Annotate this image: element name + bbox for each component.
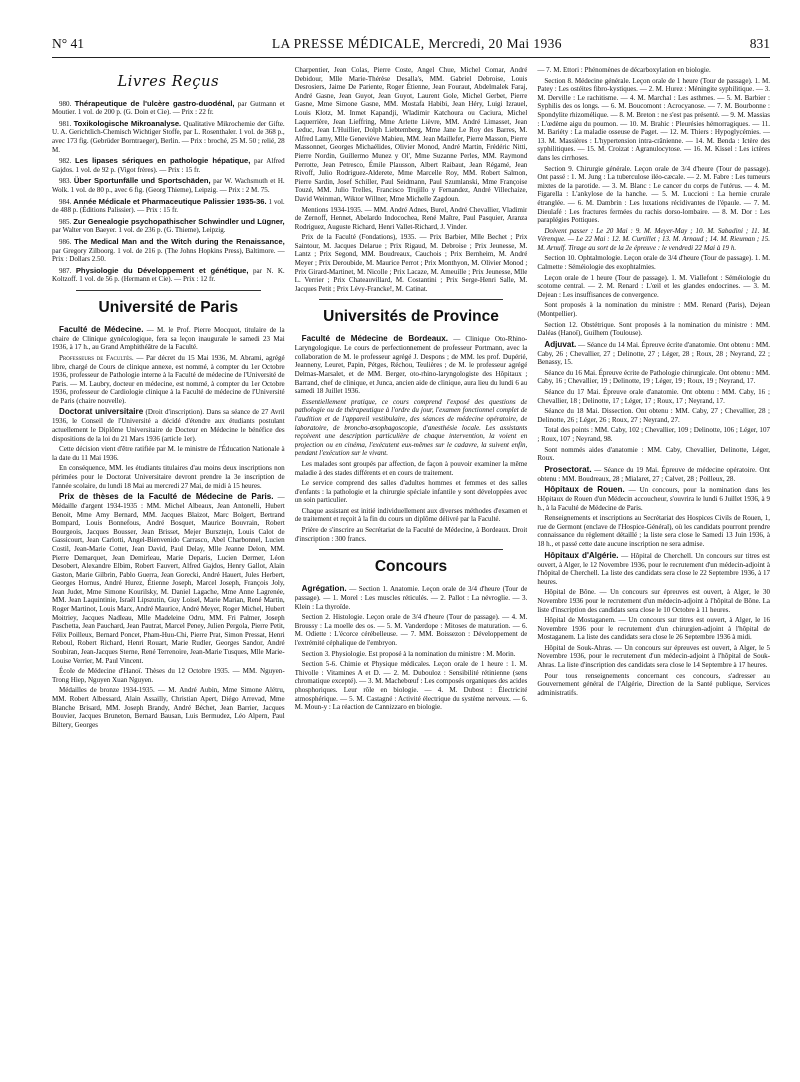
- paragraph: Sont nommés aides d'anatomie : MM. Caby, Chevallier, Delinotte, Léger, Roux.: [537, 445, 771, 463]
- paragraph: Doivent passer : Le 20 Mai : 9. M. Meyer-May ; 10. M. Sabadini ; 11. M. Vérenque. — Le 22 Mai : 12. M. Curtillet ; 13. M. Arnaud ; 14. M. Rieuman ; 15. M. Arnulf. Tirage au sort de la 2e épreuve : le vendredi 22 Mai à 19 h.: [537, 226, 771, 252]
- book-title: Über Sportunfälle und Sportschäden,: [73, 176, 211, 186]
- paragraph: Renseignements et inscriptions au Secrétariat des Hospices Civils de Rouen, 1, rue de Germont (enclave de l'Hospice-Général), où les candidats pourront prendre connaissance du règlement détaillé ; la liste sera close le Samedi 13 Juin 1936, à 18 h., et passé cette date aucune inscription ne sera admise.: [537, 514, 771, 549]
- paragraph: Séance du 16 Mai. Épreuve écrite de Pathologie chirurgicale. Ont obtenu : MM. Caby, 16 ; Chevallier, 19 ; Delinotte, 19 ; Léger, 19 ; Roux, 19 ; Neyrand, 17.: [537, 368, 771, 386]
- book-details: par W. Wachsmuth et H. Wolk. 1 vol. de 80 p., avec 6 fig. (Georg Thieme), Leipzig. — Prix : 2 M. 75.: [52, 177, 285, 195]
- paragraph: Prix de la Faculté (Fondations), 1935. — Prix Barbier, Mlle Bechet ; Prix Saintour, M. Jacques Delarue ; Prix Rigaud, M. Debroise ; Prix Jeunesse, M. Lantz ; Prix Segond, MM. Boudreaux, Cauchois ; Prix Bernheim, M. André Meyer ; Prix Deroubide, M. Maurice Perrot ; Prix Monthyon, M. Olivier Monod ; Prix Girard-Martinet, M. Nicolle ; Prix Lacaze, M. Ameuille ; Prix Jeunesse, Mlle L. Verrier ; Prix Chateauvillard, M. Costantini ; Prix Serge-Henri Salle, M. Jacques Petit ; Prix Lévy-Francke!, M. Catinat.: [294, 233, 528, 293]
- book-entry: [52, 176, 285, 194]
- book-details: par Gutmann et Moutier. 1 vol. de 200 p. (G. Doin et Cie). — Prix : 22 fr.: [52, 99, 285, 117]
- book-number: 987.: [59, 266, 72, 275]
- book-details: par Walter von Baeyer. 1 vol. de 236 p. (G. Thieme), Leipzig.: [52, 226, 226, 235]
- book-number: 983.: [59, 177, 72, 186]
- paragraph: Médailles de bronze 1934-1935. — M. André Aubin, Mme Simone Alétru, MM. Robert Albessard, Alain Assailly, Christian Apert, Diégo Arrevad, Mme Blanche Brisard, MM. Joseph Brandy, André Béchet, Jean Barrier, Jacques Bouvier, Jacques Bruneton, Bernard Bausan, Luis Bermudez, Léo Alpern, Paul Biltery, Georges: [52, 686, 285, 729]
- book-number: 985.: [59, 217, 72, 226]
- prix-theses-label: Prix de thèses de la Faculté de Médecine de Paris.: [59, 492, 274, 502]
- book-title: Année Médicale et Pharmaceutique Palissier 1935-36.: [73, 196, 267, 206]
- paragraph: — Hôpital de Cherchell. Un concours sur titres est ouvert, à Alger, le 12 Novembre 1936, pour le recrutement d'un médecin-adjoint à l'hôpital de Cherchell. La liste des candidats sera close le 22 Septembre 1936, à 17 heures.: [537, 551, 771, 586]
- paragraph: Le service comprend des salles d'adultes hommes et femmes et des salles d'enfants : la pathologie et la chirurgie spéciale infantile y sont développées avec un soin particulier.: [294, 479, 528, 505]
- paragraph: — Médaille d'argent 1934-1935 : MM. Michel Albeaux, Jean Antonelli, Hubert Benoit, Mme Amy Bernard, MM. Jacques Blaizot, Marc Bolgert, Bertrand Bompard, Louis Bonnefous, André Bosquet, Maurice Bouvrain, Robert Bourgeois, Jacques Bousser, Jean Brisset, Mejer Bursztejn, Louis Calot de Gassicourt, Jean Carlotti, Angel-Bienvenido Carrasco, Abel Charbonnel, Lucien Costil, Jean-Marie Cottet, Jean David, Paul Delay, Mlle Jeanne Delon, MM. Pierre Demarquet, Jean Demirleau, Marie Deparis, Lucien Dermer, Léon Desobert, Alexandre Elbim, Robert Fauvert, Alfred Gajdos, Henry Gallot, Alain Gaston, Marie Gilbrin, Pablo Guerra, Jean Gorecki, André Hauert, Jules Herbert, Georges Hornus, André Hurez, Étienne Joseph, Marcel Joseph, François Joly, Jean Judet, Mme Simone Kourilsky, M. Daniel Lagache, Mme Anne Lagrenée, MM. Jean Laquintinie, Israël Lipszutin, Guy Loisel, Marie Marian, René Martin, Roger Martinot, Louis Marx, André Maurice, André Meyer, Roger Michel, Hubert Moitriey, Jacques Nadleau, Mlle Madeleine Odru, MM. Fri Palmer, Joseph Paschetta, Jean Pauchard, Jean Pautrat, Marcel Peney, Julien Pergola, Pierre Petit, Félix Poilleux, Bernard Poncet, Pham-Huu-Chi, Pierre Prat, Simon Pressat, Henri Reboul, Robert Richard, Henri Rouart, Marie Rudler, Georges Sandor, André Soubiran, Jean-Jacques Sterne, René Terrenoire, Jean-Marie Tusques, Mlle Marie-Louise Verrier, M. Paul Vincent.: [52, 493, 285, 665]
- book-number: 980.: [59, 99, 72, 108]
- book-entry: [52, 119, 285, 154]
- paragraph: — Séance du 19 Mai. Épreuve de médecine opératoire. Ont obtenu : MM. Boudreaux, 28 ; Mialaret, 27 ; Calvet, 28 ; Poilleux, 28.: [537, 465, 771, 483]
- paragraph: Les malades sont groupés par affection, de façon à pouvoir examiner la même maladie à des stades différents et en cours de traitement.: [294, 459, 528, 477]
- universite-paris-heading: Université de Paris: [98, 298, 239, 316]
- book-entry: [52, 99, 285, 117]
- book-title: Les lipases sériques en pathologie hépatique,: [75, 156, 251, 166]
- book-entry: [52, 156, 285, 174]
- column-3: [537, 66, 770, 1076]
- paragraph: Séance du 18 Mai. Dissection. Ont obtenu : MM. Caby, 27 ; Chevallier, 28 ; Delinotte, 26 ; Léger, 26 ; Roux, 27 ; Neyrand, 27.: [537, 407, 771, 424]
- divider: [319, 299, 504, 300]
- paragraph: Prière de s'inscrire au Secrétariat de la Faculté de Médecine, à Bordeaux. Droit d'inscription : 300 francs.: [294, 526, 528, 543]
- agregation-label: Agrégation.: [301, 584, 347, 594]
- paragraph: Leçon orale de 1 heure (Tour de passage). 1. M. Viallefont : Séméiologie du scotome central. — 2. M. Renard : L'œil et les glandes endocrines. — 3. M. Dejean : Les insuffisances de convergence.: [537, 273, 771, 299]
- book-title: Zur Genealogie psychopathischer Schwindler und Lügner,: [73, 216, 285, 226]
- bordeaux-label: Faculté de Médecine de Bordeaux.: [301, 334, 449, 344]
- faculte-medecine-label: Faculté de Médecine.: [59, 324, 144, 334]
- paragraph: — Par décret du 15 Mai 1936, M. Abrami, agrégé libre, chargé de Cours de clinique annexe, est nommé, à compter du 1er Octobre 1936, professeur de Pathologie interne à la Faculté de médecine de l'Université de Paris. — M. Laubry, docteur en médecine, est nommé, à compter du 1er Octobre 1936, professeur de Cardiologie clinique à la Faculté de médecine de l'Université de Paris (chaire nouvelle).: [52, 353, 285, 405]
- hopitaux-algerie-label: Hôpitaux d'Algérie.: [544, 550, 619, 560]
- paragraph: Section 12. Obstétrique. Sont proposés à la nomination du ministre : MM. Daléas (Hanoï), Guilhem (Toulouse).: [537, 320, 771, 338]
- paragraph: Section 8. Médecine générale. Leçon orale de 1 heure (Tour de passage). 1. M. Patey : Les ostéites fibro-kystiques. — 2. M. Hurez : Méningite syphilitique. — 3. M. Derville : Le rachitisme. — 4. M. Marchal : Les asthmes. — 5. M. Barbier : Syphilis des os longs. — 6. M. Boucomont : Acrocyanose. — 7. M. Bourbonne : Spondylite rhizomélique. — 8. M. Breton : ne s'est pas présenté. — 9. M. Massias : L'œdème aigu du poumon. — 10. M. Brahic : Pleurésies hémorragiques. — 11. M. Bariéty : La maladie osseuse de Paget. — 12. M. Thiers : Hypoglycémies. — 13. M. Massières : L'hypertension intra-crânienne. — 14. M. Benda : Ictère des syphilitiques. — 15. M. Croizat : Agranulocytose. — 16. M. Kissel : Les ictères dans les cirrhoses.: [537, 76, 771, 162]
- book-number: 981.: [59, 119, 72, 128]
- paragraph: Sont proposés à la nomination du ministre : MM. Renard (Paris), Dejean (Montpellier).: [537, 301, 771, 319]
- paragraph: Section 10. Ophtalmologie. Leçon orale de 3/4 d'heure (Tour de passage). 1. M. Calmette : Séméiologie des exophtalmies.: [537, 254, 771, 272]
- book-number: 984.: [59, 197, 72, 206]
- paragraph: École de Médecine d'Hanoï. Thèses du 12 Octobre 1935. — MM. Nguyen-Trong Hiep, Nguyen Xuan Nguyen.: [52, 667, 285, 684]
- universites-province-heading: Universités de Province: [323, 308, 499, 326]
- book-list: [52, 99, 285, 284]
- divider: [319, 549, 504, 550]
- paragraph: Hôpital de Mostaganem. — Un concours sur titres est ouvert, à Alger, le 16 Novembre 1936 pour le recrutement d'un chirurgien-adjoint à l'hôpital de Mostaganem. La liste des candidats sera close le 26 Septembre 1936 à midi.: [537, 616, 771, 642]
- paragraph: Cette décision vient d'être ratifiée par M. le ministre de l'Éducation Nationale à la date du 11 Mai 1936.: [52, 445, 285, 462]
- livres-recus-heading: Livres Reçus: [117, 74, 220, 90]
- paragraph: Essentiellement pratique, ce cours comprend l'exposé des questions de pathologie ou de thérapeutique à l'ordre du jour, l'examen fonctionnel complet de l'audition et de l'appareil vestibulaire, des séances de médecine opératoire, de laboratoire, de broncho-œsophagoscopie, d'anesthésie locale. Les assistants reçoivent une description particulière de chaque intervention, la voient en projection ou en cinéma, l'exécutent eux-mêmes sur le cadavre, la suivent enfin, pendant l'exécution sur le vivant.: [294, 397, 528, 458]
- adjuvat-label: Adjuvat.: [544, 339, 577, 349]
- book-number: 986.: [59, 238, 72, 246]
- concours-heading: Concours: [374, 558, 448, 576]
- book-title: Physiologie du Développement et génétique,: [75, 265, 249, 275]
- publication-title: LA PRESSE MÉDICALE, Mercredi, 20 Mai 1936: [271, 36, 562, 51]
- book-title: Toxikologische Mikroanalyse.: [73, 118, 182, 128]
- paragraph: Total des points : MM. Caby, 102 ; Chevallier, 109 ; Delinotte, 106 ; Léger, 107 ; Roux, 107 ; Neyrand, 98.: [537, 426, 771, 444]
- book-details: par Gregory Zilboorg. 1 vol. de 216 p. (The Johns Hopkins Press), Baltimore. — Prix : Dollars 2.50.: [52, 246, 285, 264]
- book-entry: [52, 237, 285, 264]
- professeurs-label: Professeurs de Facultés.: [59, 353, 134, 362]
- paragraph: En conséquence, MM. les étudiants titulaires d'au moins deux inscriptions non périmées pour le Doctorat Universitaire devront prendre la 3e inscription de l'année scolaire, du lundi 18 Mai au mercredi 27 Mai, de midi à 15 heures.: [52, 464, 285, 490]
- book-details: par Alfred Gajdos. 1 vol. de 92 p. (Vigot frères). — Prix : 15 fr.: [52, 157, 285, 174]
- page-number: 831: [749, 36, 770, 51]
- paragraph: — Clinique Oto-Rhino-Laryngologique. Le cours de perfectionnement de professeur Portmann, avec la collaboration de M. le professeur agrégé J. Despons ; de MM. les prof. Dupérié, Jeanneny, Leuret, Papin, Pétges, Réchou, Teulières ; de M. le professeur agrégé Delmas-Marsalet, et de MM. Berger, oto-rhino-laryngologiste des Hôpitaux ; Barrand, chef de clinique, et Junca, ancien aide de clinique, aura lieu du lundi 6 au samedi 18 Juillet 1936.: [294, 335, 528, 396]
- paragraph: Séance du 17 Mai. Épreuve orale d'anatomie. Ont obtenu : MM. Caby, 16 ; Chevallier, 18 ; Delinotte, 17 ; Léger, 17 ; Roux, 17 ; Neyrand, 17.: [537, 388, 771, 405]
- paragraph: Chaque assistant est initié individuellement aux diverses méthodes d'examen et de traitement et reçoit à la fin du cours un diplôme délivré par la Faculté.: [294, 506, 528, 524]
- doctorat-label: Doctorat universitaire: [59, 407, 144, 417]
- paragraph: — M. le Prof. Pierre Mocquot, titulaire de la chaire de Clinique gynécologique, fera sa leçon inaugurale le samedi 23 Mai 1936, à 17 h., au Grand Amphithéâtre de la Faculté.: [52, 325, 285, 352]
- paragraph: Hôpital de Bône. — Un concours sur épreuves est ouvert, à Alger, le 30 Novembre 1936 pour le recrutement d'un médecin-adjoint à l'hôpital de Bône. La liste d'inscription des candidats sera close le 10 Octobre à 11 heures.: [537, 588, 771, 614]
- paragraph: — Un concours, pour la nomination dans les Hôpitaux de Rouen d'un Médecin accoucheur, s'ouvrira le lundi 6 Juillet 1936, à 9 h., à la Faculté de Médecine de Paris.: [537, 486, 771, 512]
- paragraph: Charpentier, Jean Colas, Pierre Coste, Angel Chue, Michel Comar, André Debidour, Mlle Marie-Thérèse Desalla's, MM. Gabriel Debroise, Louis Desrosiers, Jaime De Pariente, Roger Étienne, Jean Fouraut, Abdelmalek Faraj, André Gasne, Jean Guyot, Jean Guyot, Laurent Gole, Michel Gerbet, Pierre Gasne, Mme Simone Gasne, MM. Mostafa Habibi, Jean Héry, Luigi Izrauel, Louis Klotz, M. Inmet Kapandji, Wladimir Katchoura ou Caciura, Michel Laquerrière, Jean Lieffring, Mme Arlette Lièvre, MM. André Limasset, Jean Leduc, Jean L'Huillier, Dolph Liebtemberg, Mme Jane Le Roy des Barres, M. Alfred Lamy, Mlle Geneviève Mabieu, MM. Jean Maillefer, Pierre Masson, Pierre Massonnet, Georges Michaélides, Olivier Monod, André Martin, Frédéric Nitti, Pierre Nordin, Guillermo Munez y Ol', Mme Suzanne Perles, MM. Raymond Perrotte, Jean Petresco, Émile Plausson, Albert Raibaut, Jean Régamé, Jean Rivoff, Julio Rodriguez-Alderete, Mme Marcelle Roy, MM. Robert Salmon, Pierre Sardin, Josef Schiller, Paul Seidmann, Paul Szumlanski, Mme Françoise Touzé, MM. Julio Trelles, Francisco Trujillo y Fernandez, André Villechaize, David Weinman, Wiktor Willner, Mme Michelle Zagdoun.: [294, 66, 528, 203]
- book-entry: [52, 266, 285, 284]
- book-title: The Medical Man and the Witch during the Renaissance,: [74, 237, 285, 246]
- page-header: [52, 36, 770, 58]
- paragraph: Section 3. Physiologie. Est proposé à la nomination du ministre : M. Morin.: [301, 649, 516, 658]
- paragraph: — Séance du 14 Mai. Épreuve écrite d'anatomie. Ont obtenu : MM. Caby, 26 ; Chevallier, 27 ; Delinotte, 27 ; Léger, 28 ; Roux, 28 ; Neyrand, 22 ; Benassy, 15.: [537, 340, 771, 367]
- divider: [76, 290, 261, 291]
- book-entry: [52, 217, 285, 235]
- book-details: Qualitative Mikrochemie der Gifte. U. A. Gerichtlich-Chemisch Wichtiger Stoffe, par L. Rosenthaler. 1 vol. de 368 p., avec 173 fig. (Gebrüder Borntraeger), Berlin. — Prix : broché, 25 M. 50 ; relié, 28 M.: [52, 119, 285, 154]
- hopitaux-rouen-label: Hôpitaux de Rouen.: [544, 485, 625, 495]
- paragraph: Hôpital de Souk-Ahras. — Un concours sur épreuves est ouvert, à Alger, le 5 Novembre 1936, pour le recrutement d'un médecin-adjoint à l'hôpital de Souk-Ahras. La liste d'inscription des candidats sera close le 14 Septembre à 17 heures.: [537, 643, 771, 670]
- paragraph: Section 9. Chirurgie générale. Leçon orale de 3/4 d'heure (Tour de passage). Ont passé : 1. M. Jung : La tuberculose iléo-cæcale. — 2. M. Fabre : Les tumeurs mixtes de la parotide. — 3. M. Blanc : Le cancer du corps de l'utérus. — 4. M. Figarella : L'ankylose de la hanche. — 5. M. Luccioni : La hernie crurale étranglée. — 6. M. Dambrin : Les luxations récidivantes de l'épaule. — 7. M. Dieulafé : Les fractures fermées du rachis dorso-lombaire. — 8. M. Dor : Les paraplégies Pottiques.: [537, 164, 771, 225]
- issue-number: N° 41: [52, 36, 85, 51]
- book-entry: [52, 197, 285, 215]
- column-2: [295, 66, 528, 1076]
- paragraph: Mentions 1934-1935. — MM. André Adnes, Burel, André Chevallier, Vladimir de Zernoff, Hennet, Abelardo Indocochea, René Maître, Paul Pasquier, Aranza Rodriguez, Auguste Richard, Henri Vallet-Richard, J. Vinder.: [294, 205, 528, 231]
- paragraph: Section 5-6. Chimie et Physique médicales. Leçon orale de 1 heure : 1. M. Thivolle : Vitamines A et D. — 2. M. Dubouloz : Sensibilité rétinienne (sens chromatique excepté). — 3. M. Machebœuf : Les composés organiques des acides phosphoriques. Leur rôle en biologie. — 4. M. Dubost : Électricité atmosphérique. — 5. M. Castagné : Activité électrique du système nerveux. — 6. M. Moun-y : La réaction de Cannizzaro en biologie.: [294, 660, 528, 712]
- paragraph: — 7. M. Ettori : Phénomènes de décarboxylation en biologie.: [537, 66, 711, 74]
- paragraph: (Droit d'inscription). Dans sa séance de 27 Avril 1936, le Conseil de l'Université a décidé d'étendre aux étudiants postulant actuellement le Diplôme Universitaire de Docteur en Médecine le bénéfice des dispositions de la loi du 21 Mars 1936 (article 1er).: [52, 408, 285, 443]
- paragraph: Pour tous renseignements concernant ces concours, s'adresser au Gouvernement général de l'Algérie, Direction de la Santé publique, Services administratifs.: [537, 671, 771, 697]
- book-number: 982.: [59, 157, 72, 166]
- paragraph: Section 2. Histologie. Leçon orale de 3/4 d'heure (Tour de passage). — 4. M. Broussy : La moelle des os. — 5. M. Vanderdope : Mitoses de maturation. — 6. M. Odiette : L'écorce cérébelleuse. — 7. MM. Boissezon : Développement de l'extrémité céphalique de l'embryon.: [294, 613, 528, 647]
- book-details: 1 vol. de 488 p. (Éditions Palissier). — Prix : 15 fr.: [52, 197, 285, 215]
- paragraph: — Section 1. Anatomie. Leçon orale de 3/4 d'heure (Tour de passage). — 1. Morel : Les muscles réticulés. — 2. Pallot : La névroglie. — 3. Klein : La thyroïde.: [294, 585, 528, 611]
- book-details: par N. K. Koltzoff. 1 vol. de 56 p. (Hermann et Cie). — Prix : 12 fr.: [52, 266, 285, 284]
- prosectorat-label: Prosectorat.: [544, 464, 592, 474]
- column-1: [52, 66, 285, 1076]
- book-title: Thérapeutique de l'ulcère gastro-duodénal,: [74, 98, 235, 108]
